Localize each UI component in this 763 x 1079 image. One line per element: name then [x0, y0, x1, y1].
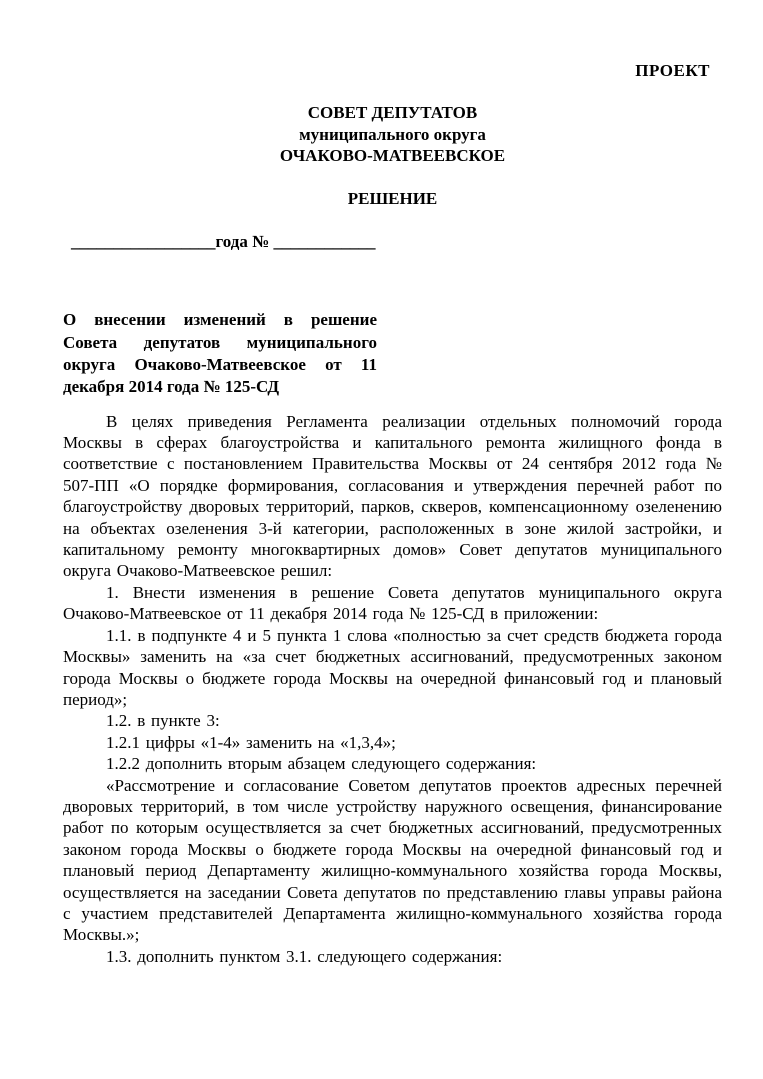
district-name: ОЧАКОВО-МАТВЕЕВСКОЕ: [279, 146, 506, 166]
council-name: СОВЕТ ДЕПУТАТОВ: [307, 103, 478, 123]
body-paragraph-item-1-2: 1.2. в пункте 3:: [106, 711, 220, 731]
body-paragraph-item-1-1: 1.1. в подпункте 4 и 5 пункта 1 слова «полностью за счет средств бюджета города Москвы» заменить на «за счет бюджетных ассигнований, предусмотренных законом города Москвы о бюджете города Москвы на очередной финансовый год и плановый период»;: [63, 625, 722, 709]
body-paragraph-preamble: В целях приведения Регламента реализации отдельных полномочий города Москвы в сферах благоустройства и капитального ремонта жилищного фонда в соответствие с постановлением Правительства Москвы от 24 сентября 2012 года № 507-ПП «О порядке формирования, согласования и утверждения перечней работ по благоустройству дворовых территорий, парков, скверов, компенсационному озеленению на объектах озеленения 3-й категории, расположенных в зоне жилой застройки, и капитальному ремонту многоквартирных домов» Совет депутатов муниципального округа Очаково-Матвеевское решил:: [63, 411, 722, 581]
draft-label: ПРОЕКТ: [635, 61, 710, 80]
body-paragraph-item-1-2-1: 1.2.1 цифры «1-4» заменить на «1,3,4»;: [106, 732, 396, 752]
body-paragraph-item-1-3: 1.3. дополнить пунктом 3.1. следующего содержания:: [106, 946, 503, 966]
org-header: [63, 102, 722, 166]
body-paragraph-item-1: 1. Внести изменения в решение Совета депутатов муниципального округа Очаково-Матвеевское от 11 декабря 2014 года № 125-СД в приложении:: [63, 582, 722, 624]
resolution-title: О внесении изменений в решение Совета депутатов муниципального округа Очаково-Матвеевское от 11 декабря 2014 года № 125-СД: [63, 310, 377, 397]
resolution-body: [63, 411, 722, 968]
body-paragraph-item-1-2-2: 1.2.2 дополнить вторым абзацем следующего содержания:: [106, 754, 537, 774]
body-paragraph-quoted-clause: «Рассмотрение и согласование Советом депутатов проектов адресных перечней дворовых территорий, в том числе устройству наружного освещения, финансирование работ по которым осуществляется за счет бюджетных ассигнований, предусмотренных законом города Москвы о бюджете города Москвы на очередной финансовый год и плановый период Департаменту жилищно-коммунального хозяйства города Москвы, осуществляется на заседании Совета депутатов по представлению главы управы района с участием представителей Департамента жилищно-коммунального хозяйства города Москвы.»;: [63, 775, 722, 945]
resolution-heading: РЕШЕНИЕ: [347, 188, 438, 208]
municipal-district-label: муниципального округа: [299, 124, 486, 144]
date-number-line: _________________года № ____________: [71, 232, 376, 252]
